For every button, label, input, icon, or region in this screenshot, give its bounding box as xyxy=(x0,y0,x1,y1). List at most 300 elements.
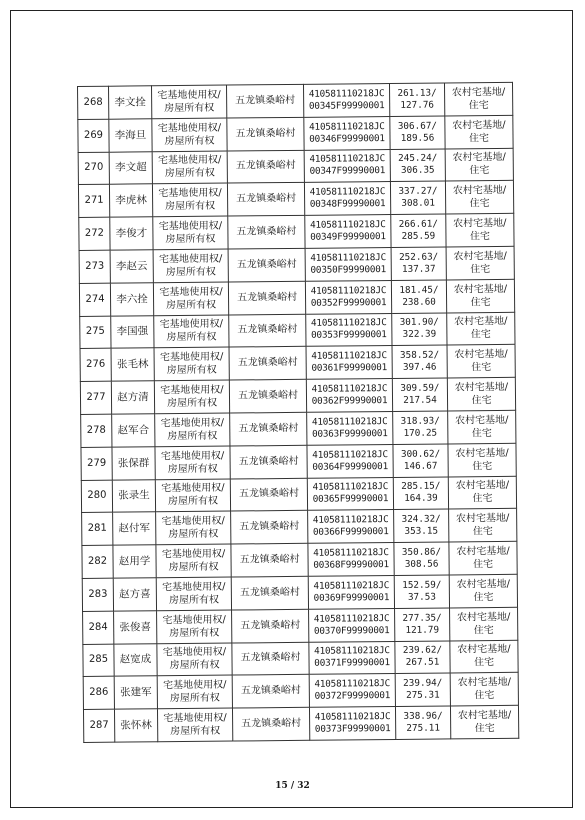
owner-name-cell xyxy=(114,676,157,709)
location: 五龙镇桑峪村 xyxy=(236,291,298,304)
right-type-cell xyxy=(155,479,230,513)
row-number-cell xyxy=(78,185,109,218)
location-cell xyxy=(229,314,306,348)
area-values-line-2: 170.25 xyxy=(403,427,438,439)
row-number: 269 xyxy=(83,129,104,141)
unit-code-line-2: 00346F99990001 xyxy=(309,132,385,145)
area-values-line-2: 238.60 xyxy=(402,296,436,308)
right-type-line-2: 房屋所有权 xyxy=(165,266,216,279)
right-type-line-2: 房屋所有权 xyxy=(166,332,217,344)
row-number-cell xyxy=(79,217,110,250)
land-use-cell xyxy=(447,345,515,378)
location-cell xyxy=(232,675,309,709)
unit-code-cell xyxy=(305,215,391,249)
unit-code-cell xyxy=(307,477,393,511)
land-use-line-1: 农村宅基地/ xyxy=(455,447,509,460)
land-use-cell xyxy=(446,279,514,312)
right-type-line-1: 宅基地使用权/ xyxy=(161,548,226,561)
location-cell xyxy=(228,281,305,315)
land-use-cell xyxy=(448,476,516,509)
right-type-line-2: 房屋所有权 xyxy=(164,168,215,180)
unit-code-line-1: 410581110218JC xyxy=(309,186,386,199)
unit-code-cell xyxy=(304,182,390,216)
right-type-line-2: 房屋所有权 xyxy=(168,594,219,606)
location-cell xyxy=(229,347,306,381)
land-use-cell xyxy=(448,443,516,476)
land-use-line-1: 农村宅基地/ xyxy=(456,545,510,558)
owner-name-cell xyxy=(112,479,155,512)
area-values-line-1: 337.27/ xyxy=(398,185,438,198)
owner-name-cell xyxy=(111,381,154,414)
row-number-cell xyxy=(81,447,112,480)
owner-name-cell xyxy=(112,447,155,480)
right-type-line-2: 房屋所有权 xyxy=(167,430,218,443)
land-use-line-2: 住宅 xyxy=(470,296,491,308)
table-row xyxy=(78,82,513,119)
right-type-cell xyxy=(152,183,227,217)
row-number: 284 xyxy=(88,621,108,633)
owner-name: 李海旦 xyxy=(114,129,147,142)
registry-table-container xyxy=(77,82,518,743)
right-type-line-2: 房屋所有权 xyxy=(167,496,219,508)
unit-code-cell xyxy=(308,575,394,609)
area-values-line-1: 350.86/ xyxy=(401,546,442,558)
unit-code-line-1: 410581110218JC xyxy=(312,448,388,461)
registry-table xyxy=(77,82,519,743)
owner-name-cell xyxy=(113,512,156,545)
land-use-line-2: 住宅 xyxy=(474,690,495,702)
unit-code-cell xyxy=(309,641,395,675)
area-values-line-2: 127.76 xyxy=(400,99,435,111)
right-type-cell xyxy=(152,118,227,152)
unit-code-line-2: 00365F99990001 xyxy=(312,493,389,506)
area-values-line-2: 37.53 xyxy=(407,591,436,603)
right-type-line-1: 宅基地使用权/ xyxy=(157,122,222,134)
right-type-line-1: 宅基地使用权/ xyxy=(163,679,227,692)
land-use-line-1: 农村宅基地/ xyxy=(451,86,506,99)
right-type-line-2: 房屋所有权 xyxy=(166,299,217,311)
land-use-cell xyxy=(447,312,515,345)
row-number-cell xyxy=(83,644,114,677)
location: 五龙镇桑峪村 xyxy=(240,685,301,697)
row-number: 281 xyxy=(87,522,107,535)
unit-code-line-1: 410581110218JC xyxy=(309,120,385,133)
row-number: 280 xyxy=(87,490,107,502)
owner-name-cell xyxy=(113,578,156,611)
area-values-cell xyxy=(391,247,446,280)
row-number: 274 xyxy=(85,293,105,305)
location: 五龙镇桑峪村 xyxy=(238,455,299,468)
location: 五龙镇桑峪村 xyxy=(236,193,297,205)
location-cell xyxy=(227,150,304,184)
area-values-cell xyxy=(392,313,447,346)
owner-name: 张怀林 xyxy=(120,719,152,732)
table-row xyxy=(81,410,516,447)
unit-code-line-2: 00352F99990001 xyxy=(310,296,387,309)
unit-code-cell xyxy=(308,510,394,544)
row-number-cell xyxy=(80,316,111,349)
unit-code-cell xyxy=(309,608,395,642)
area-values-line-1: 239.62/ xyxy=(402,644,443,657)
owner-name: 张毛林 xyxy=(116,358,149,371)
row-number-cell xyxy=(80,349,111,382)
right-type-cell xyxy=(157,675,232,709)
area-values-cell xyxy=(391,214,446,247)
area-values-cell xyxy=(392,345,447,378)
location-cell xyxy=(231,543,308,577)
location: 五龙镇桑峪村 xyxy=(239,521,300,533)
land-use-line-1: 农村宅基地/ xyxy=(454,316,508,328)
area-values-cell xyxy=(395,706,450,739)
land-use-line-2: 住宅 xyxy=(473,624,494,636)
land-use-cell xyxy=(450,640,518,673)
unit-code-line-1: 410581110218JC xyxy=(309,153,386,166)
owner-name: 李国强 xyxy=(116,325,149,339)
land-use-line-1: 农村宅基地/ xyxy=(454,414,509,427)
unit-code-cell xyxy=(303,84,389,118)
table-row xyxy=(78,115,513,152)
area-values-line-2: 189.56 xyxy=(400,132,435,144)
unit-code-line-2: 00362F99990001 xyxy=(311,395,388,407)
right-type-line-1: 宅基地使用权/ xyxy=(162,581,226,594)
right-type-cell xyxy=(154,315,229,349)
land-use-line-1: 农村宅基地/ xyxy=(453,217,507,230)
owner-name: 李俊才 xyxy=(115,227,148,240)
owner-name: 赵方清 xyxy=(117,391,149,404)
land-use-line-2: 住宅 xyxy=(471,395,492,407)
owner-name-cell xyxy=(109,151,152,184)
unit-code-cell xyxy=(305,247,391,281)
area-values-line-2: 137.37 xyxy=(401,263,436,275)
owner-name-cell xyxy=(109,184,152,217)
right-type-line-1: 宅基地使用权/ xyxy=(163,712,227,725)
row-number-cell xyxy=(80,381,111,414)
right-type-cell xyxy=(156,544,231,578)
right-type-line-1: 宅基地使用权/ xyxy=(159,319,224,331)
right-type-line-2: 房屋所有权 xyxy=(167,463,218,475)
area-values-line-1: 309.59/ xyxy=(400,382,440,394)
land-use-line-2: 住宅 xyxy=(473,559,494,571)
location-cell xyxy=(232,609,309,643)
location: 五龙镇桑峪村 xyxy=(240,619,301,632)
owner-name: 张录生 xyxy=(118,489,150,503)
land-use-line-1: 农村宅基地/ xyxy=(452,119,506,132)
right-type-line-2: 房屋所有权 xyxy=(165,200,216,213)
area-values-line-2: 164.39 xyxy=(404,493,438,505)
location: 五龙镇桑峪村 xyxy=(238,488,299,500)
owner-name: 赵付军 xyxy=(118,522,151,535)
unit-code-line-2: 00368F99990001 xyxy=(313,559,389,571)
unit-code-line-1: 410581110218JC xyxy=(314,711,391,723)
right-type-cell xyxy=(152,85,227,119)
land-use-line-2: 住宅 xyxy=(468,99,489,112)
land-use-line-2: 住宅 xyxy=(474,723,495,735)
right-type-cell xyxy=(153,282,228,316)
land-use-line-1: 农村宅基地/ xyxy=(456,578,511,591)
row-number: 276 xyxy=(86,359,106,371)
area-values-cell xyxy=(395,673,450,706)
area-values-line-2: 306.35 xyxy=(400,165,435,177)
land-use-line-1: 农村宅基地/ xyxy=(455,513,510,525)
row-number-cell xyxy=(79,283,110,316)
right-type-cell xyxy=(155,446,230,480)
right-type-line-2: 房屋所有权 xyxy=(168,561,219,574)
land-use-line-2: 住宅 xyxy=(469,231,491,243)
owner-name: 张保群 xyxy=(117,456,150,470)
location: 五龙镇桑峪村 xyxy=(237,357,298,369)
land-use-line-2: 住宅 xyxy=(470,263,491,276)
unit-code-line-2: 00373F99990001 xyxy=(314,723,391,735)
area-values-cell xyxy=(394,542,449,575)
table-body xyxy=(78,82,519,742)
land-use-line-1: 农村宅基地/ xyxy=(454,349,508,361)
right-type-line-2: 房屋所有权 xyxy=(169,660,220,672)
unit-code-line-2: 00364F99990001 xyxy=(312,460,388,473)
right-type-line-1: 宅基地使用权/ xyxy=(159,351,224,364)
location-cell xyxy=(230,445,307,479)
owner-name-cell xyxy=(111,315,154,348)
row-number-cell xyxy=(82,545,113,578)
owner-name-cell xyxy=(110,250,153,283)
land-use-line-2: 住宅 xyxy=(470,329,491,341)
row-number-cell xyxy=(78,119,109,152)
land-use-line-1: 农村宅基地/ xyxy=(454,381,509,394)
land-use-line-2: 住宅 xyxy=(469,165,490,177)
area-values-line-1: 252.63/ xyxy=(399,251,439,263)
row-number: 279 xyxy=(87,457,107,469)
unit-code-line-1: 410581110218JC xyxy=(314,678,391,690)
unit-code-line-1: 410581110218JC xyxy=(310,317,387,330)
right-type-cell xyxy=(157,610,232,644)
right-type-line-1: 宅基地使用权/ xyxy=(158,220,223,233)
owner-name-cell xyxy=(114,611,157,644)
table-row xyxy=(82,541,517,578)
location: 五龙镇桑峪村 xyxy=(239,586,300,599)
right-type-line-1: 宅基地使用权/ xyxy=(162,614,226,626)
unit-code-line-2: 00349F99990001 xyxy=(310,231,386,243)
table-row xyxy=(83,607,518,644)
area-values-line-1: 301.90/ xyxy=(399,317,439,329)
table-row xyxy=(83,640,518,677)
land-use-cell xyxy=(450,705,518,738)
row-number-cell xyxy=(82,513,113,546)
right-type-line-1: 宅基地使用权/ xyxy=(161,483,225,495)
unit-code-line-1: 410581110218JC xyxy=(308,87,385,100)
table-row xyxy=(81,443,516,480)
right-type-line-1: 宅基地使用权/ xyxy=(161,515,225,528)
owner-name-cell xyxy=(113,545,156,578)
area-values-line-2: 267.51 xyxy=(405,656,440,669)
land-use-line-1: 农村宅基地/ xyxy=(457,677,511,689)
right-type-cell xyxy=(157,708,232,742)
land-use-line-1: 农村宅基地/ xyxy=(452,185,507,197)
area-values-line-1: 324.32/ xyxy=(401,513,441,526)
right-type-line-2: 房屋所有权 xyxy=(164,135,215,147)
unit-code-cell xyxy=(307,444,393,478)
row-number-cell xyxy=(78,152,109,185)
location-cell xyxy=(230,478,307,512)
row-number: 275 xyxy=(85,326,105,338)
unit-code-line-1: 410581110218JC xyxy=(313,547,389,559)
area-values-cell xyxy=(394,575,449,608)
unit-code-line-1: 410581110218JC xyxy=(311,350,387,363)
land-use-cell xyxy=(446,246,514,279)
row-number: 287 xyxy=(89,719,109,731)
area-values-cell xyxy=(393,411,448,444)
row-number-cell xyxy=(82,578,113,611)
land-use-cell xyxy=(449,541,517,574)
unit-code-cell xyxy=(304,116,390,150)
owner-name-cell xyxy=(114,709,157,742)
area-values-line-2: 217.54 xyxy=(403,394,437,406)
area-values-line-2: 275.11 xyxy=(406,722,441,734)
land-use-line-2: 住宅 xyxy=(468,132,490,144)
unit-code-line-1: 410581110218JC xyxy=(310,251,386,264)
land-use-line-1: 农村宅基地/ xyxy=(452,152,506,164)
location: 五龙镇桑峪村 xyxy=(237,324,298,336)
land-use-cell xyxy=(449,574,517,607)
table-row xyxy=(83,673,518,710)
row-number-cell xyxy=(83,677,114,710)
area-values-line-1: 285.15/ xyxy=(401,480,441,493)
owner-name: 赵用学 xyxy=(118,555,151,568)
land-use-cell xyxy=(450,673,518,706)
right-type-line-1: 宅基地使用权/ xyxy=(160,450,225,462)
area-values-line-2: 308.56 xyxy=(404,558,439,570)
area-values-line-1: 181.45/ xyxy=(399,284,439,296)
land-use-cell xyxy=(450,607,518,640)
location-cell xyxy=(230,412,307,446)
location: 五龙镇桑峪村 xyxy=(241,717,302,730)
owner-name-cell xyxy=(110,283,153,316)
unit-code-line-2: 00361F99990001 xyxy=(311,362,388,375)
row-number-cell xyxy=(83,611,114,644)
owner-name-cell xyxy=(110,217,153,250)
location: 五龙镇桑峪村 xyxy=(236,258,297,271)
location: 五龙镇桑峪村 xyxy=(240,652,301,664)
land-use-line-2: 住宅 xyxy=(472,526,493,538)
area-values-line-1: 266.61/ xyxy=(398,218,438,230)
location-cell xyxy=(226,84,303,118)
owner-name-cell xyxy=(111,348,154,381)
area-values-cell xyxy=(392,378,447,411)
unit-code-line-2: 00369F99990001 xyxy=(313,591,390,604)
unit-code-cell xyxy=(306,346,392,380)
row-number: 283 xyxy=(88,588,108,600)
unit-code-line-1: 410581110218JC xyxy=(312,481,389,494)
owner-name: 张建军 xyxy=(120,686,152,699)
table-row xyxy=(82,574,517,611)
right-type-cell xyxy=(157,643,232,677)
area-values-line-2: 397.46 xyxy=(402,361,437,374)
area-values-line-2: 285.59 xyxy=(401,230,436,242)
right-type-line-2: 房屋所有权 xyxy=(167,397,218,410)
unit-code-line-1: 410581110218JC xyxy=(310,284,387,297)
table-row xyxy=(78,181,513,218)
location: 五龙镇桑峪村 xyxy=(239,553,300,566)
table-row xyxy=(79,214,514,251)
row-number: 277 xyxy=(86,391,106,403)
land-use-cell xyxy=(449,509,517,542)
location-cell xyxy=(232,642,309,676)
location-cell xyxy=(231,576,308,610)
table-row xyxy=(80,312,515,349)
row-number: 273 xyxy=(85,260,105,272)
unit-code-line-2: 00371F99990001 xyxy=(314,657,390,670)
unit-code-line-2: 00345F99990001 xyxy=(308,99,385,112)
unit-code-line-2: 00363F99990001 xyxy=(312,427,388,440)
row-number: 286 xyxy=(89,686,109,699)
location-cell xyxy=(227,117,304,151)
right-type-cell xyxy=(156,577,231,611)
land-use-line-2: 住宅 xyxy=(474,657,495,669)
unit-code-line-2: 00370F99990001 xyxy=(313,624,390,637)
right-type-cell xyxy=(155,413,230,447)
land-use-line-1: 农村宅基地/ xyxy=(453,250,507,263)
area-values-line-2: 308.01 xyxy=(401,197,435,210)
right-type-line-2: 房屋所有权 xyxy=(170,725,221,738)
right-type-cell xyxy=(154,380,229,414)
unit-code-line-1: 410581110218JC xyxy=(312,514,389,527)
row-number: 272 xyxy=(84,227,105,240)
location-cell xyxy=(232,707,309,741)
area-values-line-1: 152.59/ xyxy=(402,579,442,591)
land-use-cell xyxy=(445,115,513,148)
area-values-line-1: 245.24/ xyxy=(398,153,438,165)
table-row xyxy=(80,345,515,382)
owner-name: 李文超 xyxy=(114,161,147,175)
right-type-cell xyxy=(156,511,231,545)
owner-name: 李虎林 xyxy=(115,194,147,207)
owner-name: 李文拴 xyxy=(114,96,146,109)
area-values-line-1: 318.93/ xyxy=(400,415,440,427)
area-values-cell xyxy=(393,477,448,510)
location: 五龙镇桑峪村 xyxy=(235,160,296,172)
unit-code-line-1: 410581110218JC xyxy=(314,645,390,658)
location: 五龙镇桑峪村 xyxy=(238,422,299,435)
row-number: 285 xyxy=(88,654,109,666)
right-type-line-2: 房屋所有权 xyxy=(168,528,219,541)
table-row xyxy=(83,705,518,742)
area-values-cell xyxy=(390,116,445,149)
table-row xyxy=(79,279,514,316)
land-use-line-2: 住宅 xyxy=(472,493,493,505)
owner-name: 赵宽成 xyxy=(119,653,152,667)
area-values-line-1: 300.62/ xyxy=(400,448,441,460)
area-values-cell xyxy=(395,608,450,641)
unit-code-cell xyxy=(307,411,393,445)
area-values-line-1: 239.94/ xyxy=(403,677,443,690)
area-values-line-2: 275.31 xyxy=(406,689,440,702)
land-use-line-1: 农村宅基地/ xyxy=(457,644,511,656)
area-values-line-2: 121.79 xyxy=(405,624,440,636)
unit-code-line-2: 00348F99990001 xyxy=(309,198,386,211)
row-number: 278 xyxy=(86,424,106,436)
unit-code-cell xyxy=(309,707,395,741)
unit-code-cell xyxy=(306,379,392,413)
owner-name: 赵军合 xyxy=(117,424,150,437)
area-values-cell xyxy=(389,83,444,116)
land-use-line-1: 农村宅基地/ xyxy=(456,611,511,624)
table-row xyxy=(79,246,514,283)
unit-code-line-2: 00350F99990001 xyxy=(310,263,387,276)
right-type-line-2: 房屋所有权 xyxy=(169,627,220,639)
row-number-cell xyxy=(83,709,114,742)
owner-name: 李赵云 xyxy=(115,260,148,273)
unit-code-cell xyxy=(309,674,395,708)
table-row xyxy=(78,148,513,185)
owner-name-cell xyxy=(114,643,157,676)
